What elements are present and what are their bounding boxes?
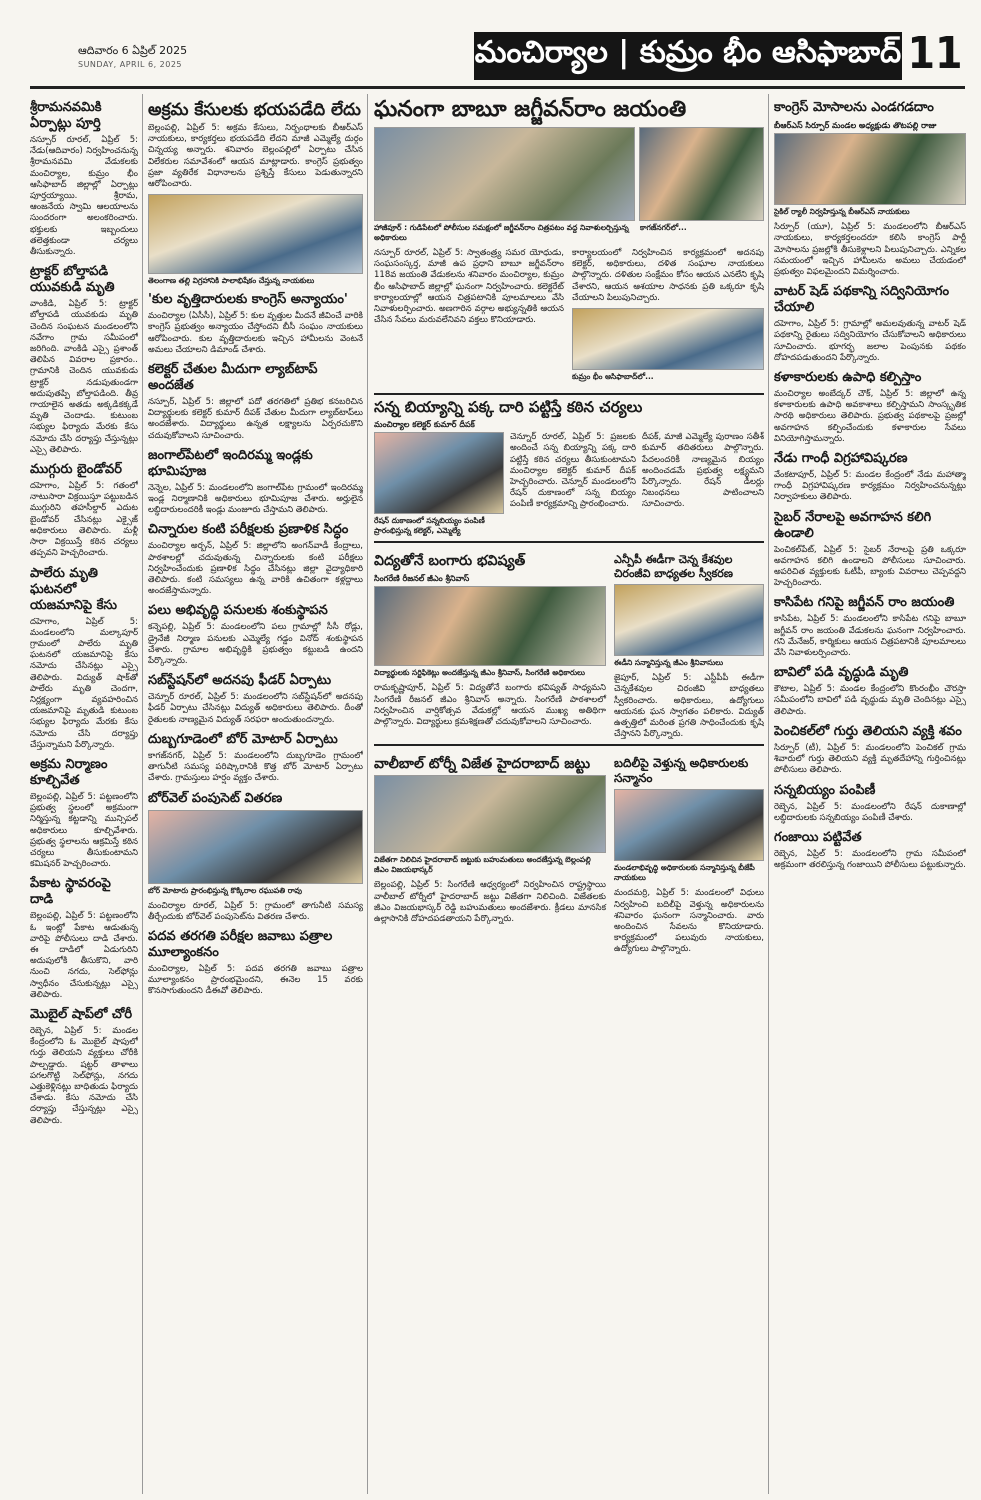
headline: విద్యతోనే బంగారు భవిష్యత్‌ (374, 553, 526, 570)
article-text: బెల్లంపల్లి, ఏప్రిల్‌ 5: పట్టణంలోని ప్రభుత్వ స్థలంలో అక్రమంగా నిర్మిస్తున్న కట్టడాన్ని మున్సిపల్‌ అధికారులు కూల్చివేశారు. ప్రభుత్వ స్థలాలను ఆక్రమిస్తే కఠిన చర్యలు తీసుకుంటామని కమిషనర్‌ హెచ్చరించారు. (30, 791, 138, 870)
news-photo (374, 586, 606, 666)
headline: కాసిపేట గనిపై జగ్జీవన్‌ రాం జయంతి (774, 595, 955, 611)
news-photo (774, 133, 966, 205)
article-text: వేంకటాపూర్‌, ఏప్రిల్‌ 5: మండల కేంద్రంలో నేడు మహాత్మా గాంధీ విగ్రహావిష్కరణ కార్యక్రమం నిర్వహించనున్నట్లు నిర్వాహకులు తెలిపారు. (774, 470, 966, 503)
headline: నేడు గాంధీ విగ్రహావిష్కరణ (774, 451, 908, 467)
main-photo-row (374, 127, 764, 221)
article-text: వాంకిడి, ఏప్రిల్‌ 5: ట్రాక్టర్‌ బోల్తాపడి యువకుడు మృతి చెందిన సంఘటన మండలంలోని నవేగాం గ్రామ సమీపంలో జరిగింది. వాంకిడి ఎస్సై ప్రశాంత్‌ తెలిపిన వివరాల ప్రకారం.. గ్రామానికి చెందిన యువకుడు ట్రాక్టర్‌ నడుపుతుండగా అదుపుతప్పి బోల్తాపడింది. తీవ్ర గాయాలైన అతడు అక్కడికక్కడే మృతి చెందాడు. కుటుంబ సభ్యుల ఫిర్యాదు మేరకు కేసు నమోదు చేసి దర్యాప్తు చేస్తున్నట్లు ఎస్సై తెలిపారు. (30, 299, 138, 455)
article-text: కాసిపేట, ఏప్రిల్‌ 5: మండలంలోని కాసిపేట గనిపై బాబూ జగ్జీవన్‌ రాం జయంతి వేడుకలను ఘనంగా నిర్వహించారు. గని మేనేజర్‌, కార్మికులు ఆయన చిత్రపటానికి పూలమాలలు వేసి నివాళులర్పించారు. (774, 614, 966, 659)
news-photo (614, 584, 764, 656)
headline: అక్రమ నిర్మాణం కూల్చివేత (30, 756, 108, 788)
headline: గంజాయి పట్టివేత (774, 829, 862, 845)
headline: వాటర్‌ షెడ్‌ పథకాన్ని సద్వినియోగం చేయాలి (774, 284, 950, 316)
article-text: బెల్లంపల్లి, ఏప్రిల్‌ 5: సింగరేణి ఆధ్వర్యంలో నిర్వహించిన రాష్ట్రస్థాయి వాలీబాల్‌ టోర్నీలో హైదరాబాద్‌ జట్టు విజేతగా నిలిచింది. విజేతలకు జీఎం విజయభాస్కర్‌ రెడ్డి బహుమతులు అందజేశారు. క్రీడలు మానసిక ఉల్లాసానికి దోహదపడతాయని పేర్కొన్నారు. (374, 880, 606, 925)
headline: జంగాల్‌పేటలో ఇందిరమ్మ ఇండ్లకు భూమిపూజ (148, 447, 313, 479)
column-divider (367, 94, 368, 1494)
headline: కలెక్టర్‌ చేతుల మీదుగా ల్యాబ్‌టాప్‌ అందజేత (148, 362, 318, 394)
article-text: మంచిర్యాల రూరల్‌, ఏప్రిల్‌ 5: గ్రామంలో తాగునీటి సమస్య తీర్చేందుకు బోర్‌వెల్‌ పంపుసెట్‌ను వితరణ చేశారు. (148, 900, 363, 922)
photo-caption: మండలాభివృద్ధి అధికారులకు సన్మానిస్తున్న బీజేపీ నాయకులు (614, 863, 755, 883)
headline: సైబర్‌ నేరాలపై అవగాహన కలిగి ఉండాలి (774, 509, 932, 541)
article-text: దహెగాం, ఏప్రిల్‌ 5: గ్రామాల్లో అమలవుతున్న వాటర్‌ షెడ్‌ పథకాన్ని రైతులు సద్వినియోగం చేసుకోవాలని అధికారులు సూచించారు. భూగర్భ జలాల పెంపునకు పథకం దోహదపడుతుందని పేర్కొన్నారు. (774, 319, 966, 363)
headline: సన్నబియ్యం పంపిణీ (774, 782, 876, 798)
main-story-right (572, 248, 764, 387)
headline: 'కుల వృత్తిదారులకు కాంగ్రెస్‌ అన్యాయం' (148, 292, 348, 308)
vb-row (374, 744, 764, 959)
edu-ed-row (374, 541, 764, 744)
headline: బావిలో పడి వృద్ధుడి మృతి (774, 665, 909, 681)
headline: ఎన్పీపీ ఈడీగా చెన్న కేశవుల చిరంజీవి బాధ్యతల స్వీకరణ (614, 553, 733, 581)
photo-caption: విద్యార్థులకు సర్టిఫికెట్లు అందజేస్తున్న జీఎం శ్రీనివాస్‌, సింగరేణి అధికారులు (374, 668, 585, 678)
article-text: బెల్లంపల్లి, ఏప్రిల్‌ 5: అక్రమ కేసులు, నిర్బంధాలకు బీఆర్‌ఎస్‌ నాయకులు, కార్యకర్తలు భయపడేది లేదని మాజీ ఎమ్మెల్యే దుర్గం చిన్నయ్య అన్నారు. శనివారం బెల్లంపల్లిలో ఏర్పాటు చేసిన విలేకరుల సమావేశంలో ఆయన మాట్లాడారు. కాంగ్రెస్‌ ప్రభుత్వం ప్రజా వ్యతిరేక విధానాలను ప్రశ్నిస్తే కేసులు పెడుతున్నారని ఆరోపించారు. (148, 123, 363, 190)
byline: మంచిర్యాల కలెక్టర్‌ కుమార్‌ దీపక్‌ (374, 420, 475, 430)
news-photo (148, 810, 363, 884)
date-telugu: ఆదివారం 6 ఏప్రిల్ 2025 (78, 44, 188, 57)
photo-caption: తెలంగాణ తల్లి విగ్రహానికి పాలాభిషేకం చేస్తున్న నాయకులు (148, 276, 315, 286)
photo-caption: హాజీపూర్‌ : గుడిపేటలో పోలీసుల సమక్షంలో జగ్జీవన్‌రాం చిత్రపటం వద్ద నివాళులర్పిస్తున్న అధికారులు (374, 223, 629, 242)
date-block (78, 44, 187, 72)
headline: సన్న బియ్యాన్ని పక్క దారి పట్టిస్తే కఠిన చర్యలు (374, 393, 764, 415)
column-divider (768, 94, 769, 1494)
section-title: మంచిర్యాల | కుమ్రం భీం ఆసిఫాబాద్ (474, 32, 902, 80)
headline: కళాకారులకు ఉపాధి కల్పిస్తాం (774, 370, 922, 386)
headline: చిన్నారుల కంటి పరీక్షలకు ప్రణాళిక సిద్ధం (148, 522, 349, 538)
article-text: కాగజ్‌నగర్‌, ఏప్రిల్‌ 5: మండలంలోని దుబ్బగూడెం గ్రామంలో తాగునీటి సమస్య పరిష్కారానికి కొత్త బోర్‌ మోటార్‌ ఏర్పాటు చేశారు. గ్రామస్తులు హర్షం వ్యక్తం చేశారు. (148, 750, 363, 784)
article-text: పెంచికల్‌పేట్‌, ఏప్రిల్‌ 5: సైబర్‌ నేరాలపై ప్రతి ఒక్కరూ అవగాహన కలిగి ఉండాలని పోలీసులు సూచించారు. అపరిచిత వ్యక్తులకు ఓటీపీ, బ్యాంకు వివరాలు చెప్పవద్దని హెచ్చరించారు. (774, 544, 966, 589)
headline: బోర్‌వెల్‌ పంపుసెట్‌ వితరణ (148, 790, 283, 806)
article-text: రెబ్బెన, ఏప్రిల్‌ 5: మండల కేంద్రంలోని ఓ మొబైల్‌ షాపులో గుర్తు తెలియని వ్యక్తులు చోరీకి పాల్పడ్డారు. షట్టర్‌ తాళాలు పగలగొట్టి సెల్‌ఫోన్లు, నగదు ఎత్తుకెళ్లినట్లు బాధితుడు ఫిర్యాదు చేశాడు. కేసు నమోదు చేసి దర్యాప్తు చేస్తున్నట్లు ఎస్సై తెలిపారు. (30, 1025, 138, 1126)
rice-story (374, 432, 764, 541)
news-photo (572, 308, 764, 370)
article-text: రామకృష్ణాపూర్‌, ఏప్రిల్‌ 5: విద్యతోనే బంగారు భవిష్యత్‌ సాధ్యమని సింగరేణి రీజనల్‌ జీఎం శ్రీనివాస్‌ అన్నారు. సింగరేణి పాఠశాలలో నిర్వహించిన వార్షికోత్సవ వేడుకల్లో ఆయన ముఖ్య అతిథిగా పాల్గొన్నారు. విద్యార్థులు క్రమశిక్షణతో చదువుకోవాలని సూచించారు. (374, 683, 606, 728)
article-text: సిర్పూర్‌ (టీ), ఏప్రిల్‌ 5: మండలంలోని పెంచికల్‌ గ్రామ శివారులో గుర్తు తెలియని వ్యక్తి మృతదేహాన్ని గుర్తించినట్లు పోలీసులు తెలిపారు. (774, 742, 966, 776)
article-text: నస్పూర్‌ రూరల్‌, ఏప్రిల్‌ 5: స్వాతంత్ర్య సమర యోధుడు, సంఘసంస్కర్త, మాజీ ఉప ప్రధాని బాబూ జగ్జీవన్‌రాం 118వ జయంతి వేడుకలను శనివారం మంచిర్యాల, కుమ్రం భీం ఆసిఫాబాద్‌ జిల్లాల్లో ఘనంగా నిర్వహించారు. కలెక్టరేట్‌ కార్యాలయాల్లో ఆయన చిత్రపటానికి పూలమాలలు వేసి నివాళులర్పించారు. అణగారిన వర్గాల అభ్యున్నతికి ఆయన చేసిన సేవలు మరువలేనివని వక్తలు కొనియాడారు. (374, 248, 564, 326)
headline: ట్రాక్టర్‌ బోల్తాపడి యువకుడి మృతి (30, 264, 115, 296)
date-english: SUNDAY, APRIL 6, 2025 (78, 60, 183, 69)
news-photo (614, 789, 764, 861)
news-photo (639, 127, 764, 221)
column-5 (774, 94, 966, 1494)
main-headline: ఘనంగా బాబూ జగ్జీవన్‌రాం జయంతి (374, 97, 687, 122)
article-text: రెబ్బెన, ఏప్రిల్‌ 5: మండలంలోని రేషన్‌ దుకాణాల్లో లబ్ధిదారులకు సన్నబియ్యం పంపిణీ చేశారు. (774, 801, 966, 823)
article-text: మంచిర్యాల అర్బన్‌, ఏప్రిల్‌ 5: జిల్లాలోని అంగన్‌వాడీ కేంద్రాలు, పాఠశాలల్లో చదువుతున్న చిన్నారులకు కంటి పరీక్షలు నిర్వహించేందుకు ప్రణాళిక సిద్ధం చేసినట్లు జిల్లా వైద్యాధికారి తెలిపారు. కంటి సమస్యలు ఉన్న వారికి ఉచితంగా కళ్లద్దాలు అందజేస్తామన్నారు. (148, 541, 363, 597)
article-text: చెన్నూర్‌ రూరల్‌, ఏప్రిల్‌ 5: ప్రజలకు అందించే సన్న బియ్యాన్ని పక్క దారి పట్టిస్తే కఠిన చర్యలు తీసుకుంటామని మంచిర్యాల కలెక్టర్‌ కుమార్‌ దీపక్‌ హెచ్చరించారు. చెన్నూర్‌ మండలంలోని రేషన్‌ దుకాణంలో సన్న బియ్యం పంపిణీ కార్యక్రమాన్ని ప్రారంభించారు. (510, 432, 636, 510)
photo-caption: ఈడీని సన్మానిస్తున్న జీఎం శ్రీనివాసులు (614, 658, 724, 668)
article-text: దహెగాం, ఏప్రిల్‌ 5: గతంలో నాటుసారా విక్రయిస్తూ పట్టుబడిన ముగ్గురిని తహసీల్దార్‌ ఎదుట బైండోవర్‌ చేసినట్లు ఎక్సైజ్‌ అధికారులు తెలిపారు. మళ్లీ సారా విక్రయిస్తే కఠిన చర్యలు తప్పవని హెచ్చరించారు. (30, 481, 138, 559)
ed-story (614, 547, 764, 744)
article-text: నెన్నెల, ఏప్రిల్‌ 5: మండలంలోని జంగాల్‌పేట గ్రామంలో ఇందిరమ్మ ఇండ్ల నిర్మాణానికి అధికారులు భూమిపూజ చేశారు. అర్హులైన లబ్ధిదారులందరికీ ఇండ్లు మంజూరు చేస్తామని తెలిపారు. (148, 482, 363, 516)
headline: మొబైల్‌ షాప్‌లో చోరీ (30, 1006, 133, 1022)
article-text: కన్నెపల్లి, ఏప్రిల్‌ 5: మండలంలోని పలు గ్రామాల్లో సీసీ రోడ్లు, డ్రైనేజీ నిర్మాణ పనులకు ఎమ్మెల్యే గడ్డం వినోద్‌ శంకుస్థాపన చేశారు. గ్రామాల అభివృద్ధికి ప్రభుత్వం కట్టుబడి ఉందని పేర్కొన్నారు. (148, 622, 363, 667)
byline: బీఆర్‌ఎస్‌ సిర్పూర్‌ మండల అధ్యక్షుడు తొటపల్లి రాజు (774, 121, 937, 130)
article-text: చెన్నూర్‌ రూరల్‌, ఏప్రిల్‌ 5: మండలంలోని సబ్‌స్టేషన్‌లో అదనపు ఫీడర్‌ ఏర్పాటు చేసినట్లు విద్యుత్‌ అధికారులు తెలిపారు. దీంతో రైతులకు నాణ్యమైన విద్యుత్‌ సరఫరా అందుతుందన్నారు. (148, 692, 363, 725)
column-divider (142, 94, 143, 1494)
photo-caption: రేషన్‌ దుకాణంలో సన్నబియ్యం పంపిణీ ప్రారంభిస్తున్న కలెక్టర్‌, ఎమ్మెల్యే (374, 516, 485, 536)
byline: సింగరేణి రీజనల్‌ జీఎం శ్రీనివాస్‌ (374, 574, 470, 584)
article-text: మంచిర్యాల (ఏసీసీ), ఏప్రిల్‌ 5: కుల వృత్తుల మీదనే జీవించే వారికి కాంగ్రెస్‌ ప్రభుత్వం అన్యాయం చేస్తోందని బీసీ సంఘం నాయకులు ఆరోపించారు. కుల వృత్తిదారులకు ఇచ్చిన హామీలను వెంటనే అమలు చేయాలని డిమాండ్‌ చేశారు. (148, 311, 363, 355)
headline: కాంగ్రెస్‌ మోసాలను ఎండగడదాం (774, 100, 934, 115)
headline: పదవ తరగతి పరీక్షల జవాబు పత్రాల మూల్యాంకనం (148, 928, 333, 960)
article-text: మంచిర్యాల అంబేద్కర్‌ చౌక్‌, ఏప్రిల్‌ 5: జిల్లాలో ఉన్న కళాకారులకు ఉపాధి అవకాశాలు కల్పిస్తామని సాంస్కృతిక సారథి అధికారులు తెలిపారు. ప్రభుత్వ పథకాలపై ప్రజల్లో అవగాహన కల్పించేందుకు కళాకారుల సేవలు వినియోగిస్తామన్నారు. (774, 389, 966, 444)
article-text: దీపక్‌, మాజీ ఎమ్మెల్యే పురాణం సతీశ్‌ కుమార్‌ తదితరులు పాల్గొన్నారు. పేదలందరికీ నాణ్యమైన బియ్యం అందించడమే ప్రభుత్వ లక్ష్యమని పేర్కొన్నారు. రేషన్‌ డీలర్లు నిబంధనలు పాటించాలని సూచించారు. (642, 432, 764, 510)
main-caption-row (374, 221, 764, 248)
news-photo (374, 127, 635, 221)
news-photo (148, 194, 363, 274)
article-text: రెబ్బెన, ఏప్రిల్‌ 5: మండలంలోని గ్రామ సమీపంలో అక్రమంగా తరలిస్తున్న గంజాయిని పోలీసులు పట్టుకున్నారు. (774, 848, 966, 871)
column-1 (30, 94, 138, 1494)
page-number: 11 (907, 28, 963, 79)
photo-caption: సైకిల్‌ ర్యాలీ నిర్వహిస్తున్న బీఆర్‌ఎస్‌ నాయకులు (774, 207, 910, 217)
article-text: సిర్పూర్‌ (యూ), ఏప్రిల్‌ 5: మండలంలోని బీఆర్‌ఎస్‌ నాయకులు, కార్యకర్తలందరూ కలిసి కాంగ్రెస్‌ పార్టీ మోసాలను ప్రజల్లోకి తీసుకెళ్లాలని పిలుపునిచ్చారు. ఎన్నికల సమయంలో ఇచ్చిన హామీలను అమలు చేయడంలో ప్రభుత్వం విఫలమైందని విమర్శించారు. (774, 222, 966, 278)
bd-story (614, 750, 764, 959)
page-header (0, 0, 981, 82)
edu-story (374, 547, 606, 744)
article-text: జైపూర్‌, ఏప్రిల్‌ 5: ఎస్టీపీపీ ఈడీగా చెన్నకేశవుల చిరంజీవి బాధ్యతలు స్వీకరించారు. అధికారులు, ఉద్యోగులు ఆయనకు ఘన స్వాగతం పలికారు. విద్యుత్‌ ఉత్పత్తిలో మరింత ప్రగతి సాధించేందుకు కృషి చేస్తానని పేర్కొన్నారు. (614, 673, 764, 740)
header-rule (30, 86, 965, 89)
photo-caption: విజేతగా నిలిచిన హైదరాబాద్‌ జట్టుకు బహుమతులు అందజేస్తున్న బెల్లంపల్లి జీఎం విజయభాస్కర్‌ (374, 855, 591, 875)
headline: అక్రమ కేసులకు భయపడేది లేదు (148, 100, 361, 120)
article-text: నస్పూర్‌ రూరల్‌, ఏప్రిల్‌ 5: నేడు(ఆదివారం) నిర్వహించనున్న శ్రీరామనవమి వేడుకలకు మంచిర్యాల, కుమ్రం భీం ఆసిఫాబాద్‌ జిల్లాల్లో ఏర్పాట్లు పూర్తయ్యాయి. శ్రీరామ, ఆంజనేయ స్వామి ఆలయాలను సుందరంగా అలంకరించారు. భక్తులకు ఇబ్బందులు తలెత్తకుండా చర్యలు తీసుకున్నారు. (30, 135, 138, 258)
headline: దుబ్బగూడెంలో బోర్‌ మోటార్‌ ఏర్పాటు (148, 731, 338, 747)
rice-photo-block (374, 432, 504, 541)
photo-caption: కుమ్రం భీం ఆసిఫాబాద్‌లో... (572, 372, 654, 382)
article-text: నస్పూర్‌, ఏప్రిల్‌ 5: జిల్లాలో పదో తరగతిలో ప్రతిభ కనబరిచిన విద్యార్థులకు కలెక్టర్‌ కుమార్‌ దీపక్‌ చేతుల మీదుగా ల్యాబ్‌టాప్‌లు అందజేశారు. విద్యార్థులు ఉన్నత లక్ష్యాలను ఏర్పరచుకొని చదువుకోవాలని సూచించారు. (148, 397, 363, 441)
article-text: బెల్లంపల్లి, ఏప్రిల్‌ 5: పట్టణంలోని ఓ ఇంట్లో పేకాట ఆడుతున్న వారిపై పోలీసులు దాడి చేశారు. ఈ దాడిలో ఏడుగురిని అదుపులోకి తీసుకొని, వారి నుంచి నగదు, సెల్‌ఫోన్లు స్వాధీనం చేసుకున్నట్లు ఎస్సై తెలిపారు. (30, 911, 138, 1000)
headline: పాలేరు మృతి ఘటనలో యజమానిపై కేసు (30, 565, 118, 613)
headline: వాలీబాల్‌ టోర్నీ విజేత హైదరాబాద్‌ జట్టు (374, 756, 591, 773)
headline: పెంచికల్‌లో గుర్తు తెలియని వ్యక్తి శవం (774, 723, 962, 739)
main-story (374, 248, 764, 387)
headline: పేకాట స్థావరంపై దాడి (30, 876, 111, 908)
headline: బదిలీపై వెళ్తున్న అధికారులకు సన్మానం (614, 756, 749, 786)
column-2 (148, 94, 363, 1494)
news-photo (374, 775, 606, 853)
vb-story (374, 750, 606, 959)
headline: పలు అభివృద్ధి పనులకు శంకుస్థాపన (148, 603, 328, 619)
article-text: మందమర్రి, ఏప్రిల్‌ 5: మండలంలో విధులు నిర్వహించి బదిలీపై వెళ్తున్న అధికారులను శనివారం ఘనంగా సన్మానించారు. వారు అందించిన సేవలను కొనియాడారు. కార్యక్రమంలో పలువురు నాయకులు, ఉద్యోగులు పాల్గొన్నారు. (614, 888, 764, 955)
headline: సబ్‌స్టేషన్‌లో అదనపు ఫీడర్‌ ఏర్పాటు (148, 673, 332, 689)
article-text: మంచిర్యాల, ఏప్రిల్‌ 5: పదవ తరగతి జవాబు పత్రాల మూల్యాంకనం ప్రారంభమైందని, ఈనెల 15 వరకు కొనసాగుతుందని డీఈవో తెలిపారు. (148, 963, 363, 997)
news-photo (374, 432, 504, 514)
photo-caption: కాగజ్‌నగర్‌లో... (640, 223, 687, 232)
article-text: కార్యాలయంలో నిర్వహించిన కార్యక్రమంలో అదనపు కలెక్టర్‌, అధికారులు, దళిత సంఘాల నాయకులు పాల్గొన్నారు. దళితుల సంక్షేమం కోసం ఆయన ఎనలేని కృషి చేశారని, ఆయన ఆశయాల సాధనకు ప్రతి ఒక్కరూ కృషి చేయాలని పిలుపునిచ్చారు. (572, 248, 764, 303)
center-block (374, 94, 764, 1494)
article-text: కౌటాల, ఏప్రిల్‌ 5: మండల కేంద్రంలోని కొంరంభీం చౌరస్తా సమీపంలోని బావిలో పడి వృద్ధుడు మృతి చెందినట్లు ఎస్సై తెలిపారు. (774, 684, 966, 717)
headline: ముగ్గురు బైండోవర్‌ (30, 462, 122, 478)
photo-caption: బోర్‌ మోటారు ప్రారంభిస్తున్న కొక్కిరాల రఘుపతి రావు (148, 885, 302, 895)
headline: శ్రీరామనవమికి ఏర్పాట్లు పూర్తి (30, 100, 102, 131)
article-text: దహెగాం, ఏప్రిల్‌ 5: మండలంలోని మల్కాపూర్‌ గ్రామంలో పాలేరు మృతి ఘటనలో యజమానిపై కేసు నమోదు చేసినట్లు ఎస్సై తెలిపారు. విద్యుత్‌ షాక్‌తో పాలేరు మృతి చెందగా, నిర్లక్ష్యంగా వ్యవహరించిన యజమానిపై మృతుడి కుటుంబ సభ్యుల ఫిర్యాదు మేరకు కేసు నమోదు చేసి దర్యాప్తు చేస్తున్నామని పేర్కొన్నారు. (30, 616, 138, 750)
